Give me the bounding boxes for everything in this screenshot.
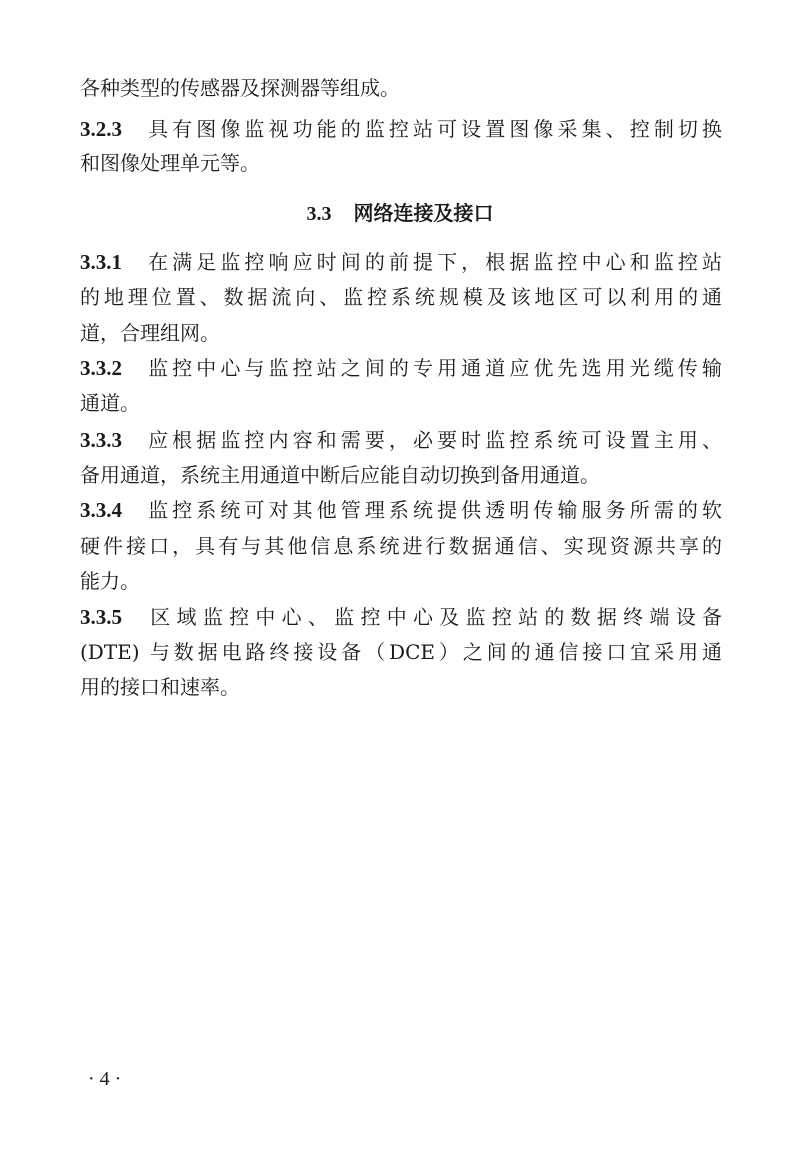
clause-number: 3.3.1 xyxy=(80,250,122,274)
line-text: 监控系统可对其他管理系统提供透明传输服务所需的软 xyxy=(144,498,722,522)
clause-3-3-3 xyxy=(80,426,722,454)
clause-number: 3.3.3 xyxy=(80,428,122,452)
line-text: (DTE) 与数据电路终接设备（DCE）之间的通信接口宜采用通 xyxy=(80,640,722,664)
text-line xyxy=(80,532,722,560)
text-line xyxy=(80,74,722,102)
line-text: 具有图像监视功能的监控站可设置图像采集、控制切换 xyxy=(144,117,722,141)
line-text: 和图像处理单元等。 xyxy=(80,151,260,175)
clause-3-3-2 xyxy=(80,354,722,382)
clause-number: 3.2.3 xyxy=(80,117,122,141)
section-heading xyxy=(0,199,800,228)
text-line xyxy=(80,149,722,177)
line-text: 的地理位置、数据流向、监控系统规模及该地区可以利用的通 xyxy=(80,285,722,309)
line-text: 硬件接口，具有与其他信息系统进行数据通信、实现资源共享的 xyxy=(80,534,722,558)
section-number: 3.3 xyxy=(306,203,332,225)
text-line xyxy=(80,319,722,347)
clause-3-3-4 xyxy=(80,496,722,524)
line-text: 通道。 xyxy=(80,391,140,415)
line-text: 能力。 xyxy=(80,569,140,593)
text-line xyxy=(80,461,722,489)
line-text: 各种类型的传感器及探测器等组成。 xyxy=(80,76,400,100)
line-text: 用的接口和速率。 xyxy=(80,675,240,699)
clause-3-3-1 xyxy=(80,248,722,276)
clause-number: 3.3.5 xyxy=(80,605,122,629)
text-line xyxy=(80,638,722,666)
line-text: 备用通道，系统主用通道中断后应能自动切换到备用通道。 xyxy=(80,463,600,487)
clause-3-2-3 xyxy=(80,115,722,143)
line-text: 监控中心与监控站之间的专用通道应优先选用光缆传输 xyxy=(144,356,722,380)
line-text: 道，合理组网。 xyxy=(80,321,220,345)
line-text: 应根据监控内容和需要，必要时监控系统可设置主用、 xyxy=(144,428,722,452)
page-number: · 4 · xyxy=(88,1068,122,1090)
text-line xyxy=(80,389,722,417)
line-text: 在满足监控响应时间的前提下，根据监控中心和监控站 xyxy=(144,250,722,274)
text-line xyxy=(80,673,722,701)
text-line xyxy=(80,283,722,311)
section-title: 网络连接及接口 xyxy=(353,201,494,225)
clause-number: 3.3.2 xyxy=(80,356,122,380)
text-line xyxy=(80,567,722,595)
clause-number: 3.3.4 xyxy=(80,498,122,522)
line-text: 区域监控中心、监控中心及监控站的数据终端设备 xyxy=(144,605,722,629)
clause-3-3-5 xyxy=(80,603,722,631)
